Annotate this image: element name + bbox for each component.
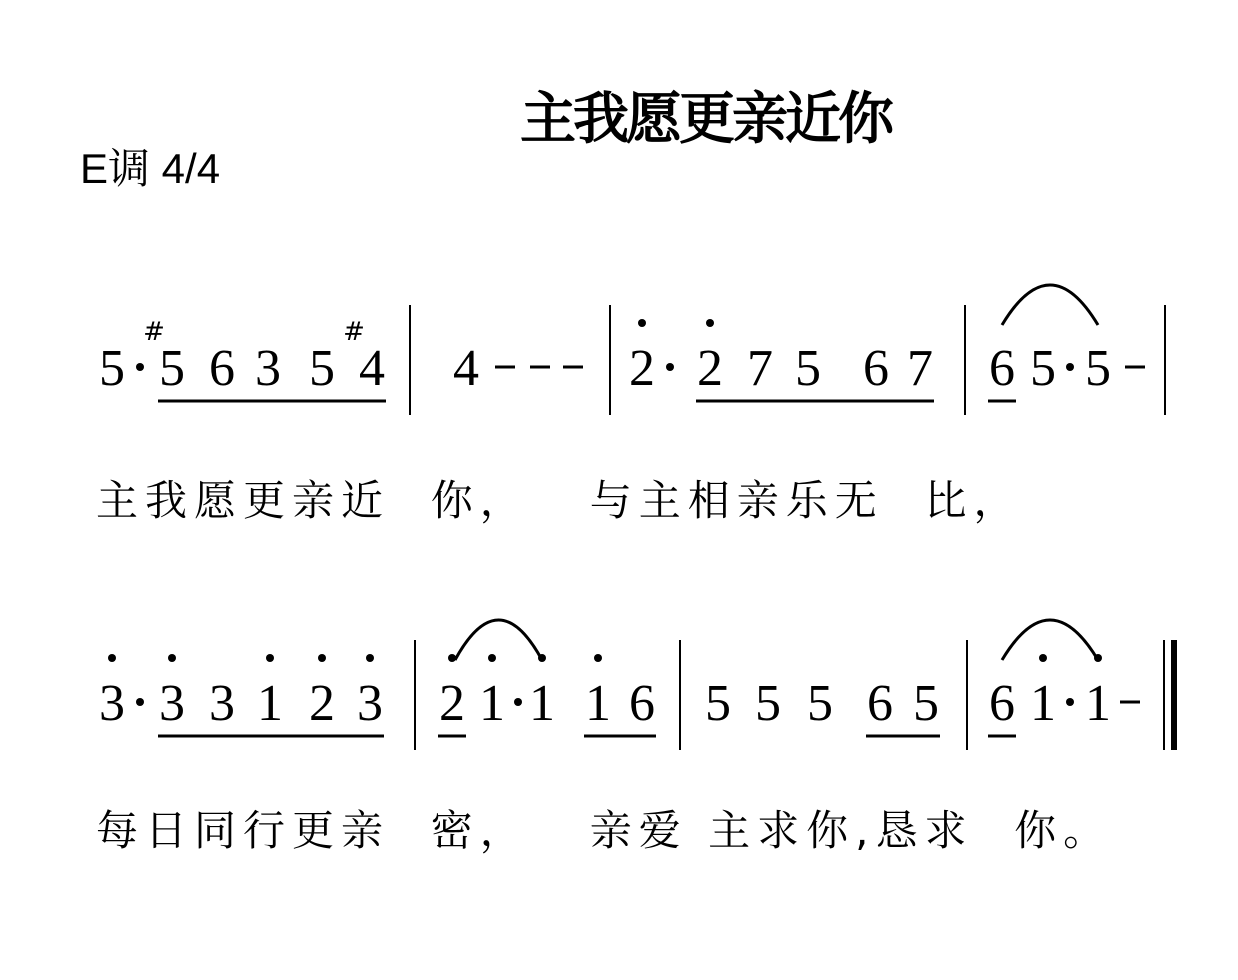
note-digit: 6	[209, 340, 235, 397]
note-digit: 2	[439, 675, 465, 732]
note-digit: 5	[795, 340, 821, 397]
high-octave-dot	[108, 654, 116, 662]
dotted-note-dot	[514, 698, 522, 706]
note-digit: 2	[309, 675, 335, 732]
note-digit: 2	[697, 340, 723, 397]
lyric-line-2: 每日同行更亲 密， 亲爱 主求你,恳求 你。	[96, 806, 1113, 855]
sharp-accidental: #	[343, 317, 365, 347]
note-digit: 1	[1085, 675, 1111, 732]
dotted-note-dot	[1066, 698, 1074, 706]
note-digit: 5	[159, 340, 185, 397]
note-digit: 5	[99, 340, 125, 397]
note-digit: 7	[747, 340, 773, 397]
note-digit: 4	[359, 340, 385, 397]
note-digit: 6	[863, 340, 889, 397]
slur-arc	[1002, 285, 1098, 325]
note-digit: 7	[907, 340, 933, 397]
high-octave-dot	[706, 319, 714, 327]
note-digit: 1	[529, 675, 555, 732]
dotted-note-dot	[136, 363, 144, 371]
note-digit: 1	[257, 675, 283, 732]
high-octave-dot	[1039, 654, 1047, 662]
song-title: 主我愿更亲近你	[520, 87, 891, 152]
high-octave-dot	[266, 654, 274, 662]
slur-arc	[1002, 620, 1098, 660]
lyric-line-1: 主我愿更亲近 你， 与主相亲乐无 比，	[96, 476, 1023, 525]
note-digit: 6	[989, 340, 1015, 397]
high-octave-dot	[638, 319, 646, 327]
key-time-signature: E调 4/4	[80, 145, 221, 192]
dotted-note-dot	[666, 363, 674, 371]
note-digit: 3	[255, 340, 281, 397]
high-octave-dot	[366, 654, 374, 662]
note-digit: 4	[453, 340, 479, 397]
note-digit: 6	[867, 675, 893, 732]
sharp-accidental: #	[143, 317, 165, 347]
note-digit: 5	[1085, 340, 1111, 397]
note-digit: 3	[159, 675, 185, 732]
note-digit: 1	[1030, 675, 1056, 732]
slur-arc	[455, 620, 542, 660]
dotted-note-dot	[136, 698, 144, 706]
dotted-note-dot	[1066, 363, 1074, 371]
high-octave-dot	[168, 654, 176, 662]
note-digit: 5	[705, 675, 731, 732]
note-digit: 5	[755, 675, 781, 732]
note-digit: 5	[309, 340, 335, 397]
note-digit: 3	[99, 675, 125, 732]
high-octave-dot	[318, 654, 326, 662]
note-digit: 5	[807, 675, 833, 732]
high-octave-dot	[488, 654, 496, 662]
high-octave-dot	[594, 654, 602, 662]
note-digit: 3	[209, 675, 235, 732]
note-digit: 1	[585, 675, 611, 732]
note-digit: 3	[357, 675, 383, 732]
note-digit: 2	[629, 340, 655, 397]
note-digit: 6	[629, 675, 655, 732]
note-digit: 5	[1030, 340, 1056, 397]
note-digit: 1	[479, 675, 505, 732]
note-digit: 6	[989, 675, 1015, 732]
note-digit: 5	[913, 675, 939, 732]
